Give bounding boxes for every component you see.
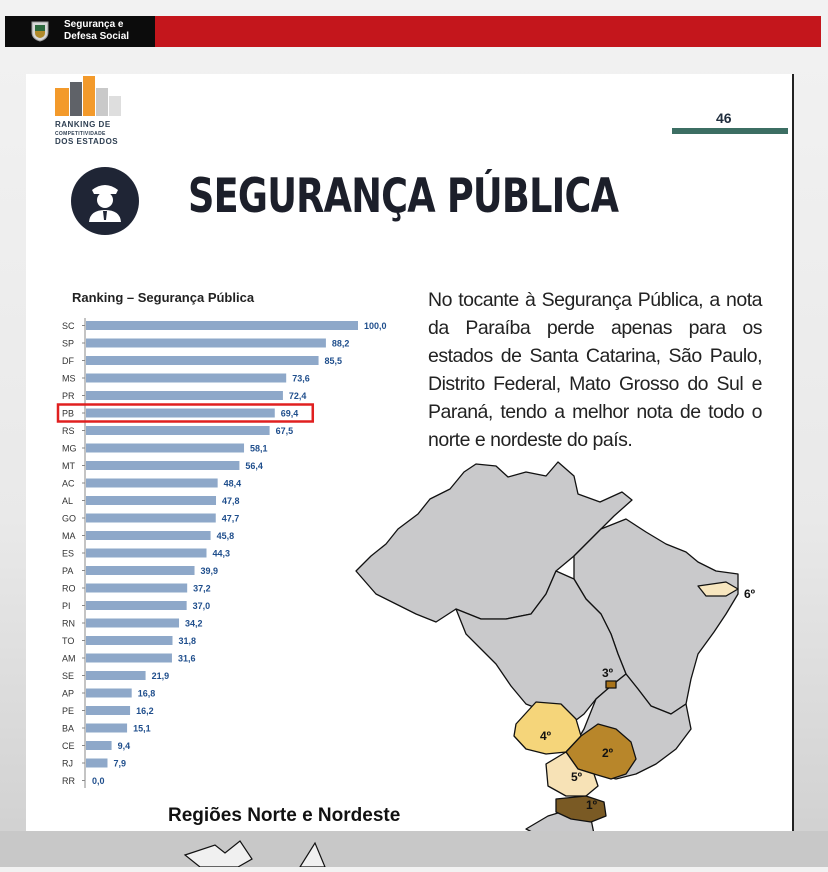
state-crest-icon <box>29 20 51 42</box>
chart-category-label: SP <box>62 338 75 349</box>
chart-value-label: 72,4 <box>288 391 307 401</box>
chart-value-label: 58,1 <box>250 443 268 454</box>
chart-category-label: MT <box>62 461 75 471</box>
section-title: SEGURANÇA PÚBLICA <box>188 169 619 224</box>
header-bar <box>5 16 821 47</box>
map-caption: Regiões Norte e Nordeste <box>168 805 401 826</box>
chart-value-label: 69,4 <box>280 408 299 419</box>
chart-category-label: PR <box>62 391 75 401</box>
chart-category-label: DF <box>62 356 74 366</box>
ranking-logo-line1: RANKING DE <box>55 120 111 129</box>
chart-value-label: 47,7 <box>221 513 240 524</box>
header-logo-box <box>5 16 155 47</box>
chart-value-label: 44,3 <box>212 548 231 559</box>
chart-value-label: 85,5 <box>324 356 343 366</box>
chart-value-label: 47,8 <box>222 496 240 506</box>
map-rank-3: 3º <box>602 666 614 680</box>
chart-category-label: AC <box>62 478 75 489</box>
chart-value-label: 34,2 <box>185 618 203 629</box>
chart-category-label: MS <box>62 373 76 384</box>
chart-category-label: BA <box>62 723 75 734</box>
chart-category-label: AM <box>62 653 76 664</box>
chart-value-label: 37,0 <box>192 601 211 611</box>
chart-category-label: PE <box>62 706 75 716</box>
chart-category-label: PI <box>62 601 71 611</box>
chart-title: Ranking – Segurança Pública <box>72 290 255 305</box>
ranking-logo-line3: DOS ESTADOS <box>55 137 119 146</box>
chart-category-label: AL <box>62 496 74 506</box>
chart-value-label: 31,6 <box>177 653 196 664</box>
chart-category-label: TO <box>62 636 75 646</box>
chart-category-label: RO <box>62 583 76 594</box>
map-rank-1: 1º <box>586 798 598 812</box>
page-number: 46 <box>716 110 732 126</box>
report-page <box>26 74 794 831</box>
chart-category-label: RR <box>62 776 75 786</box>
chart-value-label: 88,2 <box>331 338 350 349</box>
map-state-df <box>606 681 616 688</box>
chart-category-label: MA <box>62 531 76 541</box>
chart-value-label: 21,9 <box>151 671 170 681</box>
chart-value-label: 37,2 <box>193 583 211 594</box>
brazil-map <box>26 74 792 831</box>
map-rank-4: 4º <box>540 729 552 743</box>
chart-category-label: ES <box>62 548 75 559</box>
map-rank-6: 6º <box>744 587 756 601</box>
chart-value-label: 7,9 <box>113 758 127 769</box>
map-rank-5: 5º <box>571 770 583 784</box>
chart-value-label: 39,9 <box>200 566 219 576</box>
chart-category-label: AP <box>62 688 75 699</box>
chart-category-label: RN <box>62 618 75 629</box>
chart-value-label: 56,4 <box>245 461 263 471</box>
chart-value-label: 45,8 <box>216 531 235 541</box>
ranking-logo-line2: COMPETITIVIDADE <box>55 131 106 137</box>
chart-value-label: 73,6 <box>292 373 310 384</box>
chart-value-label: 15,1 <box>133 723 151 734</box>
chart-value-label: 16,2 <box>136 706 154 716</box>
chart-value-label: 31,8 <box>178 636 197 646</box>
next-page-preview <box>0 831 828 867</box>
chart-category-label: RJ <box>62 758 73 769</box>
map-rank-2: 2º <box>602 746 614 760</box>
page-bottom-background <box>0 831 828 867</box>
chart-value-label: 67,5 <box>275 426 294 436</box>
chart-category-label: GO <box>62 513 77 524</box>
chart-category-label: MG <box>62 443 77 454</box>
chart-value-label: 100,0 <box>364 321 387 331</box>
header-org-name: Segurança e Defesa Social <box>64 19 130 42</box>
chart-category-label: SE <box>62 671 75 681</box>
chart-category-label: PB <box>62 408 75 419</box>
chart-value-label: 48,4 <box>223 478 242 489</box>
chart-category-label: PA <box>62 566 74 576</box>
chart-value-label: 9,4 <box>117 741 131 751</box>
chart-category-label: SC <box>62 321 75 331</box>
description-text: No tocante à Segurança Pública, a nota da Paraíba perde apenas para os estados de Santa Catarina, São Paulo, Distrito Federal, Mato Grosso do Sul e Paraná, tendo a melhor nota de todo o norte e nordeste do país. <box>428 289 762 451</box>
chart-category-label: RS <box>62 426 75 436</box>
chart-value-label: 0,0 <box>92 776 105 786</box>
chart-category-label: CE <box>62 741 75 751</box>
chart-value-label: 16,8 <box>137 688 156 699</box>
